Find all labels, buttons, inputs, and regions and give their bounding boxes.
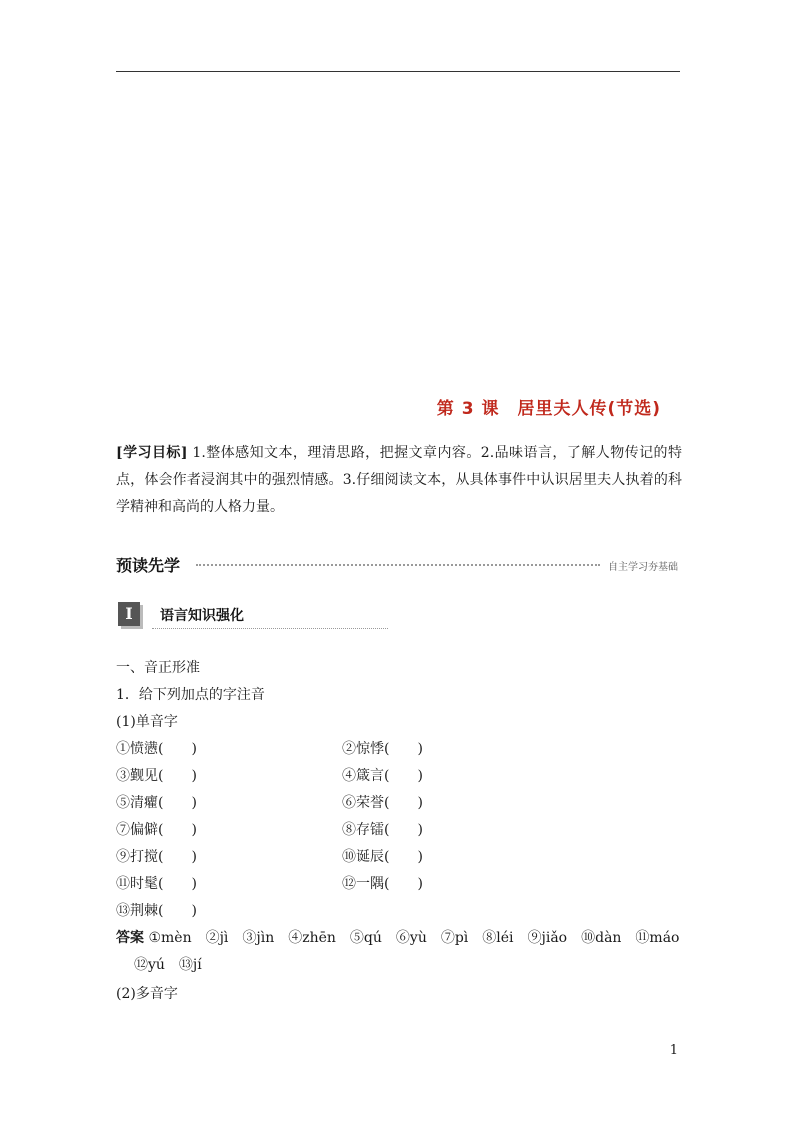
item-left: ⑦偏僻( ): [116, 822, 197, 838]
item-left: ③觐见( ): [116, 768, 197, 784]
part-heading: 一、音正形准: [116, 660, 200, 676]
subsection-divider: [152, 628, 388, 629]
section-title: 预读先学: [116, 556, 181, 575]
item-left: ⑤清癯( ): [116, 795, 197, 811]
objectives-tag: [学习目标]: [116, 445, 188, 461]
section-subtitle: 自主学习夯基础: [608, 562, 678, 573]
item-right: ⑧存镭( ): [342, 822, 423, 838]
item-right: ②惊悸( ): [342, 741, 423, 757]
roman-numeral-badge: I: [118, 602, 140, 626]
answer-tag: 答案: [116, 930, 144, 946]
learning-objectives: [116, 440, 682, 521]
item-left: ⑪时髦( ): [116, 876, 197, 892]
sub-question-1: (1)单音字: [116, 714, 178, 730]
item-right: ⑥荣誉( ): [342, 795, 423, 811]
item-left: ①愤懑( ): [116, 741, 197, 757]
answer-line-1: [116, 927, 679, 947]
objectives-text: 1.整体感知文本，理清思路，把握文章内容。2.品味语言，了解人物传记的特点，体会作者浸润其中的强烈情感。3.仔细阅读文本，从具体事件中认识居里夫人执着的科学精神和高尚的人格力量。: [116, 445, 683, 515]
section-divider: [196, 564, 600, 566]
item-right: ④箴言( ): [342, 768, 423, 784]
sub-question-2: (2)多音字: [116, 986, 178, 1002]
section-header: [116, 553, 680, 577]
question-1: 1．给下列加点的字注音: [116, 687, 265, 703]
item-right: ⑩诞辰( ): [342, 849, 423, 865]
subsection-header: [116, 601, 388, 629]
answer-line-2: ⑫yú ⑬jí: [134, 957, 202, 973]
answer-text: ①mèn ②jì ③jìn ④zhēn ⑤qú ⑥yù ⑦pì ⑧léi ⑨jiǎo ⑩dàn ⑪máo: [148, 930, 680, 946]
header-rule: [116, 71, 680, 72]
subsection-title: 语言知识强化: [160, 608, 244, 624]
item-right: ⑫一隅( ): [342, 876, 423, 892]
page-number: 1: [669, 1043, 678, 1058]
lesson-title: 第 3 课 居里夫人传(节选): [436, 399, 661, 419]
item-left: ⑨打搅( ): [116, 849, 197, 865]
item-left: ⑬荆棘( ): [116, 903, 197, 919]
